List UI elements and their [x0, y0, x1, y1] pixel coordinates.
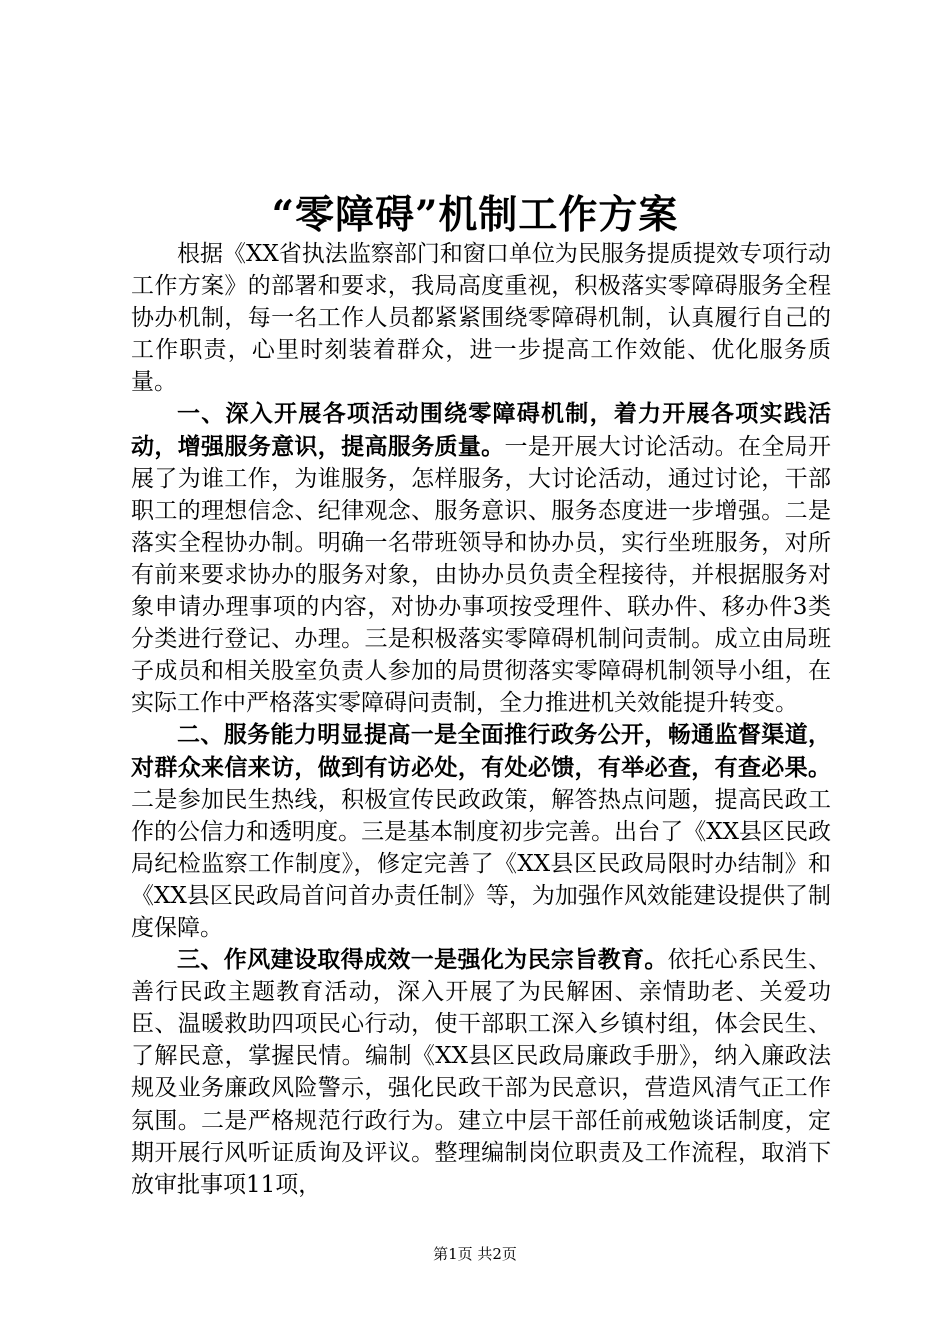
paragraph-section-1: [131, 398, 831, 719]
page-footer: 第1页 共2页: [433, 1245, 517, 1263]
paragraph-lead: 一、深入开展各项活动围绕零障碍机制，着力开展各项实践活动，增强服务意识，提高服务质量。: [131, 400, 831, 460]
paragraph-text: 根据《XX省执法监察部门和窗口单位为民服务提质提效专项行动工作方案》的部署和要求，我局高度重视，积极落实零障碍服务全程协办机制，每一名工作人员都紧紧围绕零障碍机制，认真履行自己的工作职责，心里时刻装着群众，进一步提高工作效能、优化服务质量。: [131, 241, 831, 396]
document-title: “零障碍”机制工作方案: [271, 192, 679, 238]
paragraph-text: 依托心系民生、善行民政主题教育活动，深入开展了为民解困、亲情助老、关爱功臣、温暖救助四项民心行动，使干部职工深入乡镇村组，体会民生、了解民意，掌握民情。编制《XX县区民政局廉政手册》，纳入廉政法规及业务廉政风险警示，强化民政干部为民意识，营造风清气正工作氛围。二是严格规范行政行为。建立中层干部任前戒勉谈话制度，定期开展行风听证质询及评议。整理编制岗位职责及工作流程，取消下放审批事项11项，: [131, 947, 832, 1198]
document-body: [131, 238, 831, 1201]
paragraph-section-2: [131, 719, 831, 944]
paragraph-lead: 二、服务能力明显提高一是全面推行政务公开，畅通监督渠道，对群众来信来访，做到有访必处，有处必馈，有举必查，有查必果。: [131, 721, 831, 781]
paragraph-lead: 三、作风建设取得成效一是强化为民宗旨教育。: [177, 946, 668, 974]
paragraph-section-3: [131, 944, 831, 1201]
paragraph-text: 二是参加民生热线，积极宣传民政政策，解答热点问题，提高民政工作的公信力和透明度。三是基本制度初步完善。出台了《XX县区民政局纪检监察工作制度》，修定完善了《XX县区民政局限时办结制》和《XX县区民政局首问首办责任制》等，为加强作风效能建设提供了制度保障。: [131, 786, 831, 941]
paragraph-text: 一是开展大讨论活动。在全局开展了为谁工作，为谁服务，怎样服务，大讨论活动，通过讨论，干部职工的理想信念、纪律观念、服务意识、服务态度进一步增强。二是落实全程协办制。明确一名带班领导和协办员，实行坐班服务，对所有前来要求协办的服务对象，由协办员负责全程接待，并根据服务对象申请办理事项的内容，对协办事项按受理件、联办件、移办件3类分类进行登记、办理。三是积极落实零障碍机制问责制。成立由局班子成员和相关股室负责人参加的局贯彻落实零障碍机制领导小组，在实际工作中严格落实零障碍问责制，全力推进机关效能提升转变。: [131, 433, 832, 717]
paragraph-intro: [131, 238, 831, 398]
